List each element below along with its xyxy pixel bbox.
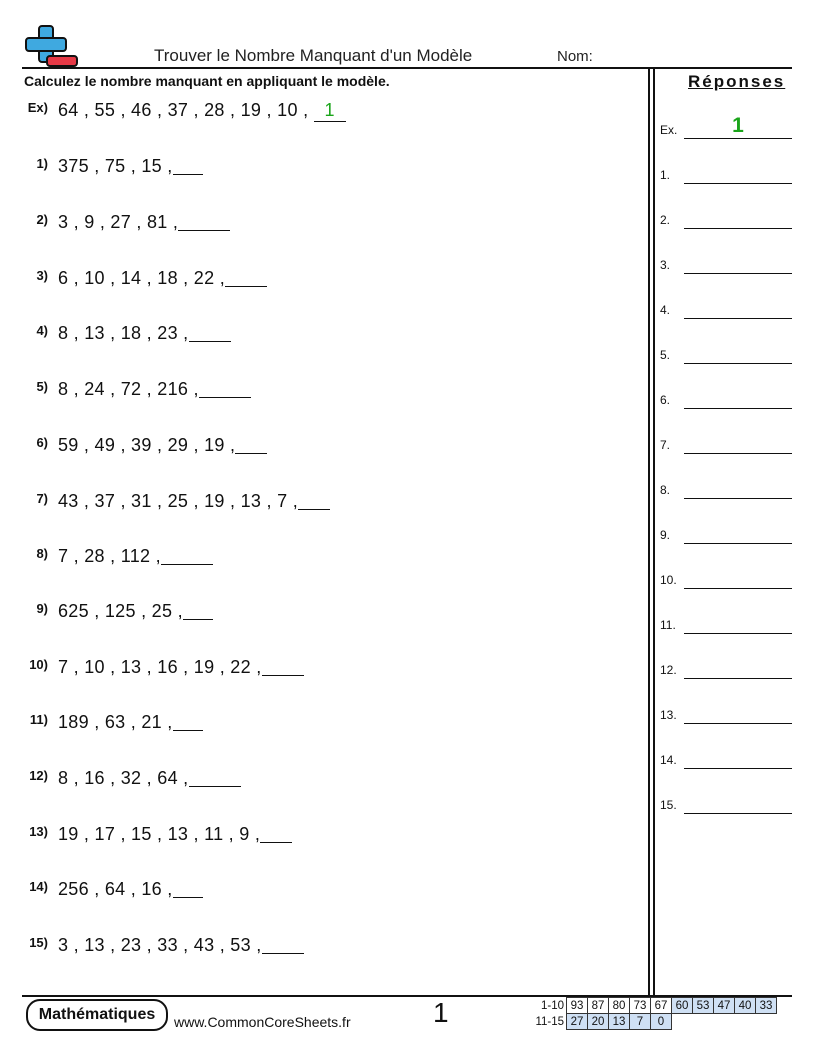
problem-sequence: 8 , 16 , 32 , 64 , [58, 768, 189, 788]
website-link[interactable]: www.CommonCoreSheets.fr [174, 1014, 351, 1030]
answer-blank[interactable] [199, 379, 251, 398]
answer-row[interactable] [660, 794, 792, 814]
answer-row[interactable] [660, 299, 792, 319]
answer-row[interactable] [660, 524, 792, 544]
problem-number: 13) [29, 824, 48, 839]
score-key-cell: 67 [651, 998, 672, 1014]
score-key-label: 1-10 [540, 999, 564, 1012]
example-answer: 1 [314, 100, 346, 122]
score-key-cell: 60 [672, 998, 693, 1014]
answer-row[interactable] [660, 254, 792, 274]
problem-sequence-wrap [58, 824, 292, 845]
answer-row[interactable] [660, 344, 792, 364]
score-key-cell: 33 [756, 998, 777, 1014]
problem-sequence: 43 , 37 , 31 , 25 , 19 , 13 , 7 , [58, 491, 299, 511]
answers-title: Réponses [688, 72, 786, 91]
answer-blank[interactable] [173, 879, 203, 898]
problem-sequence: 19 , 17 , 15 , 13 , 11 , 9 , [58, 824, 261, 844]
problem-sequence: 6 , 10 , 14 , 18 , 22 , [58, 268, 226, 288]
answer-line [684, 318, 792, 320]
score-key-cell: 93 [567, 998, 588, 1014]
answer-blank[interactable] [183, 601, 213, 620]
answer-label: 10. [660, 573, 677, 587]
problem-number: 2) [36, 212, 48, 227]
answer-label: 13. [660, 708, 677, 722]
problem-number: 1) [36, 156, 48, 171]
page-number: 1 [433, 997, 449, 1028]
answer-label: 8. [660, 483, 671, 497]
answer-blank[interactable] [189, 768, 241, 787]
answer-line [684, 633, 792, 635]
problem-sequence-wrap [58, 768, 241, 789]
answer-row[interactable] [660, 659, 792, 679]
column-divider [648, 67, 650, 996]
answer-blank[interactable] [173, 712, 203, 731]
problem-number: 9) [36, 601, 48, 616]
score-key-cell: 87 [588, 998, 609, 1014]
problem-sequence: 8 , 24 , 72 , 216 , [58, 379, 199, 399]
answer-line [684, 138, 792, 140]
answer-blank[interactable] [235, 435, 267, 454]
logo-icon [22, 24, 80, 68]
problem-sequence-wrap [58, 879, 203, 900]
answer-blank[interactable] [161, 546, 213, 565]
example-answer-value: 1 [732, 114, 744, 137]
answer-label: 11. [660, 618, 676, 632]
answer-row[interactable] [660, 479, 792, 499]
score-key-cell: 53 [693, 998, 714, 1014]
page-title: Trouver le Nombre Manquant d'un Modèle [154, 46, 473, 65]
answer-line [684, 588, 792, 590]
answer-line [684, 273, 792, 275]
problem-sequence-wrap [58, 712, 203, 733]
problem-sequence: 64 , 55 , 46 , 37 , 28 , 19 , 10 , [58, 100, 309, 120]
problem-sequence: 7 , 28 , 112 , [58, 546, 161, 566]
instructions: Calculez le nombre manquant en appliquant le modèle. [24, 73, 390, 89]
answer-row-example [660, 114, 792, 139]
answer-blank[interactable] [298, 491, 330, 510]
answer-label: Ex. [660, 123, 678, 137]
answer-label: 7. [660, 438, 671, 452]
answer-blank[interactable] [262, 657, 304, 676]
problem-number: 4) [36, 323, 48, 338]
problem-sequence: 7 , 10 , 13 , 16 , 19 , 22 , [58, 657, 262, 677]
score-key-cell: 13 [609, 1014, 630, 1030]
name-label: Nom: [557, 48, 593, 65]
answer-line [684, 183, 792, 185]
subject-badge: Mathématiques [26, 999, 168, 1031]
answer-blank[interactable] [189, 323, 231, 342]
answer-label: 6. [660, 393, 671, 407]
answer-line [684, 723, 792, 725]
column-divider-inner [653, 67, 655, 996]
problem-sequence-wrap [58, 100, 346, 122]
problem-sequence-wrap [58, 435, 267, 456]
answer-label: 1. [660, 168, 671, 182]
problem-sequence-wrap [58, 268, 267, 289]
answer-label: 9. [660, 528, 671, 542]
problem-number: 15) [29, 935, 48, 950]
answer-line [684, 768, 792, 770]
answer-row[interactable] [660, 614, 792, 634]
score-key-cell: 80 [609, 998, 630, 1014]
problem-sequence-wrap [58, 657, 304, 678]
score-key-cell: 47 [714, 998, 735, 1014]
answer-line [684, 363, 792, 365]
answer-row[interactable] [660, 749, 792, 769]
answer-line [684, 543, 792, 545]
problem-number: 11) [29, 712, 48, 727]
problem-number: 8) [36, 546, 48, 561]
score-key-cell: 40 [735, 998, 756, 1014]
problem-number: 14) [29, 879, 48, 894]
problem-sequence: 59 , 49 , 39 , 29 , 19 , [58, 435, 236, 455]
answer-line [684, 813, 792, 815]
problem-sequence: 3 , 9 , 27 , 81 , [58, 212, 179, 232]
answer-line [684, 498, 792, 500]
problem-sequence: 189 , 63 , 21 , [58, 712, 173, 732]
score-key-table [530, 997, 777, 1030]
problem-sequence-wrap [58, 156, 203, 177]
answer-label: 15. [660, 798, 677, 812]
answer-line [684, 408, 792, 410]
problem-sequence: 625 , 125 , 25 , [58, 601, 183, 621]
problem-sequence: 3 , 13 , 23 , 33 , 43 , 53 , [58, 935, 262, 955]
problem-sequence-wrap [58, 601, 213, 622]
answer-blank[interactable] [260, 824, 292, 843]
score-key-cell: 0 [651, 1014, 672, 1030]
score-key-cell: 73 [630, 998, 651, 1014]
answer-row[interactable] [660, 569, 792, 589]
answer-blank[interactable] [225, 268, 267, 287]
problem-sequence-wrap [58, 323, 231, 344]
problem-sequence-wrap [58, 935, 304, 956]
score-key-row [530, 998, 777, 1014]
answer-row[interactable] [660, 209, 792, 229]
answer-label: 14. [660, 753, 677, 767]
answer-blank[interactable] [173, 156, 203, 175]
problem-number: 10) [29, 657, 48, 672]
problem-number: 7) [36, 491, 48, 506]
answer-label: 4. [660, 303, 671, 317]
problem-sequence-wrap [58, 546, 213, 567]
answer-line [684, 678, 792, 680]
score-key-cell: 7 [630, 1014, 651, 1030]
answer-row[interactable] [660, 434, 792, 454]
problem-sequence-wrap [58, 491, 330, 512]
problem-sequence-wrap [58, 379, 251, 400]
answer-label: 2. [660, 213, 671, 227]
answer-line [684, 228, 792, 230]
score-key-cell: 20 [588, 1014, 609, 1030]
answer-blank[interactable] [178, 212, 230, 231]
problem-number: 3) [36, 268, 48, 283]
problem-sequence: 375 , 75 , 15 , [58, 156, 173, 176]
problem-number: Ex) [27, 100, 48, 115]
problem-number: 6) [36, 435, 48, 450]
answer-row[interactable] [660, 704, 792, 724]
answer-label: 12. [660, 663, 677, 677]
score-key-row [530, 1014, 777, 1030]
problem-sequence: 8 , 13 , 18 , 23 , [58, 323, 189, 343]
score-key-cell: 27 [567, 1014, 588, 1030]
problem-number: 5) [36, 379, 48, 394]
problem-sequence-wrap [58, 212, 230, 233]
answer-label: 3. [660, 258, 671, 272]
problem-sequence: 256 , 64 , 16 , [58, 879, 173, 899]
answer-line [684, 453, 792, 455]
score-key-label: 11-15 [535, 1015, 564, 1028]
answer-label: 5. [660, 348, 671, 362]
problem-number: 12) [29, 768, 48, 783]
header-divider [22, 67, 792, 69]
answer-row[interactable] [660, 389, 792, 409]
answer-row[interactable] [660, 164, 792, 184]
answer-blank[interactable] [262, 935, 304, 954]
